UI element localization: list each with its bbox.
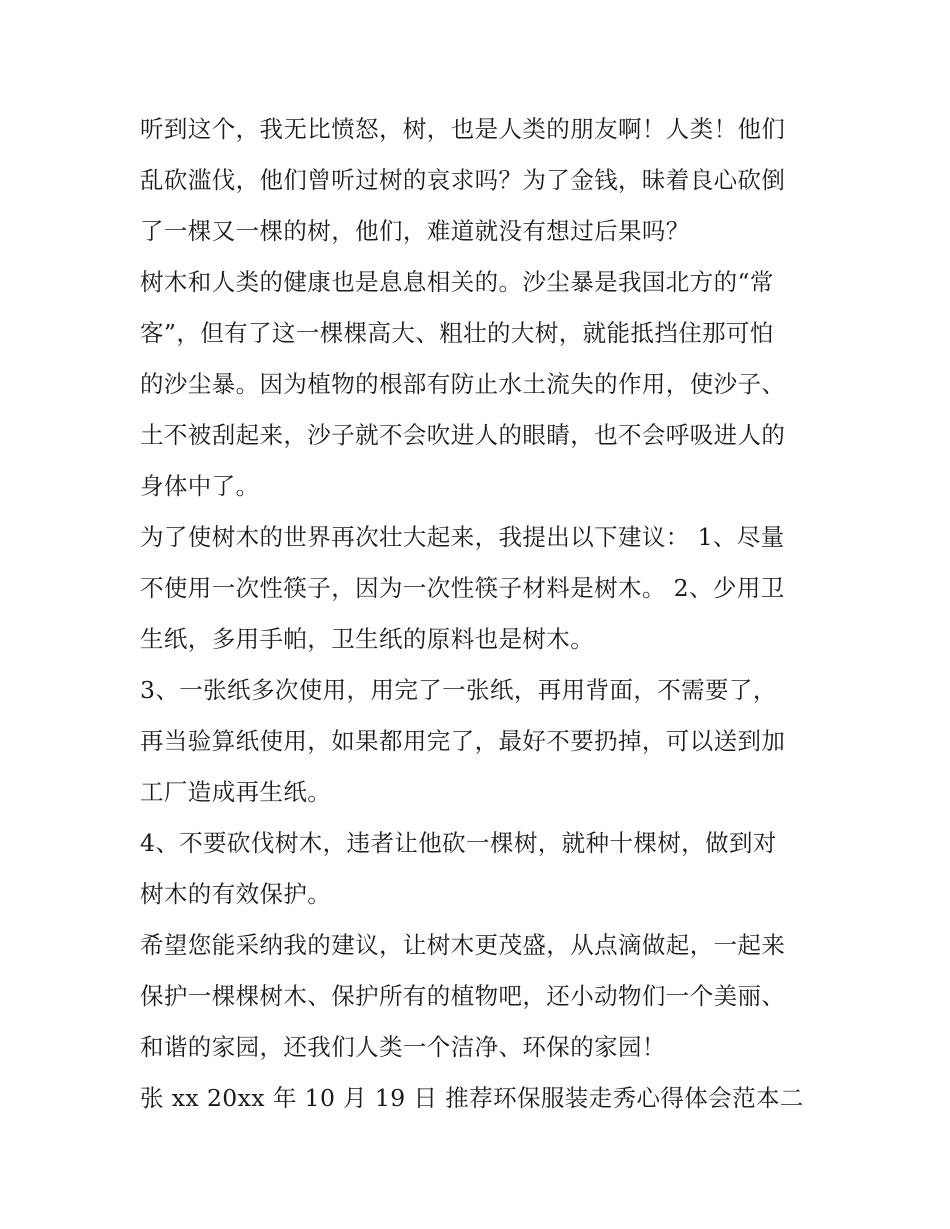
text-line: 和谐的家园，还我们人类一个洁净、环保的家园！ <box>140 1033 666 1061</box>
text-line: 树木和人类的健康也是息息相关的。沙尘暴是我国北方的“常 <box>140 268 774 296</box>
signature-line: 张 xx 20xx 年 10 月 19 日 推荐环保服装走秀心得体会范本二 <box>140 1084 804 1112</box>
paragraph-trees-and-health <box>140 265 820 504</box>
text-line: 了一棵又一棵的树，他们，难道就没有想过后果吗？ <box>140 217 690 245</box>
paragraph-suggestion-3 <box>140 673 820 810</box>
text-line: 土不被刮起来，沙子就不会吹进人的眼睛，也不会呼吸进人的 <box>140 421 786 449</box>
paragraph-suggestion-4 <box>140 826 820 912</box>
text-line: 3、一张纸多次使用，用完了一张纸，再用背面，不需要了， <box>140 676 777 704</box>
text-line: 听到这个，我无比愤怒，树，也是人类的朋友啊！人类！他们 <box>140 115 786 143</box>
text-line: 乱砍滥伐，他们曾听过树的哀求吗？为了金钱，昧着良心砍倒 <box>140 166 786 194</box>
paragraph-signature-and-next-title <box>140 1081 820 1116</box>
text-line: 的沙尘暴。因为植物的根部有防止水土流失的作用，使沙子、 <box>140 370 786 398</box>
text-line: 树木的有效保护。 <box>140 880 332 908</box>
paragraph-closing-hope <box>140 928 820 1065</box>
text-line: 身体中了。 <box>140 472 260 500</box>
text-line: 工厂造成再生纸。 <box>140 778 332 806</box>
text-line: 不使用一次性筷子，因为一次性筷子材料是树木。 2、少用卫 <box>140 574 785 602</box>
text-line: 客”，但有了这一棵棵高大、粗壮的大树，就能抵挡住那可怕 <box>140 319 774 347</box>
document-body <box>140 112 820 1116</box>
paragraph-anger-at-deforestation <box>140 112 820 249</box>
text-line: 生纸，多用手帕，卫生纸的原料也是树木。 <box>140 625 595 653</box>
paragraph-suggestions-1-2 <box>140 520 820 657</box>
text-line: 保护一棵棵树木、保护所有的植物吧，还小动物们一个美丽、 <box>140 982 786 1010</box>
text-line: 希望您能采纳我的建议，让树木更茂盛，从点滴做起，一起来 <box>140 931 786 959</box>
text-line: 再当验算纸使用，如果都用完了，最好不要扔掉，可以送到加 <box>140 727 786 755</box>
text-line: 为了使树木的世界再次壮大起来，我提出以下建议： 1、尽量 <box>140 523 785 551</box>
text-line: 4、不要砍伐树木，违者让他砍一棵树，就种十棵树，做到对 <box>140 829 777 857</box>
